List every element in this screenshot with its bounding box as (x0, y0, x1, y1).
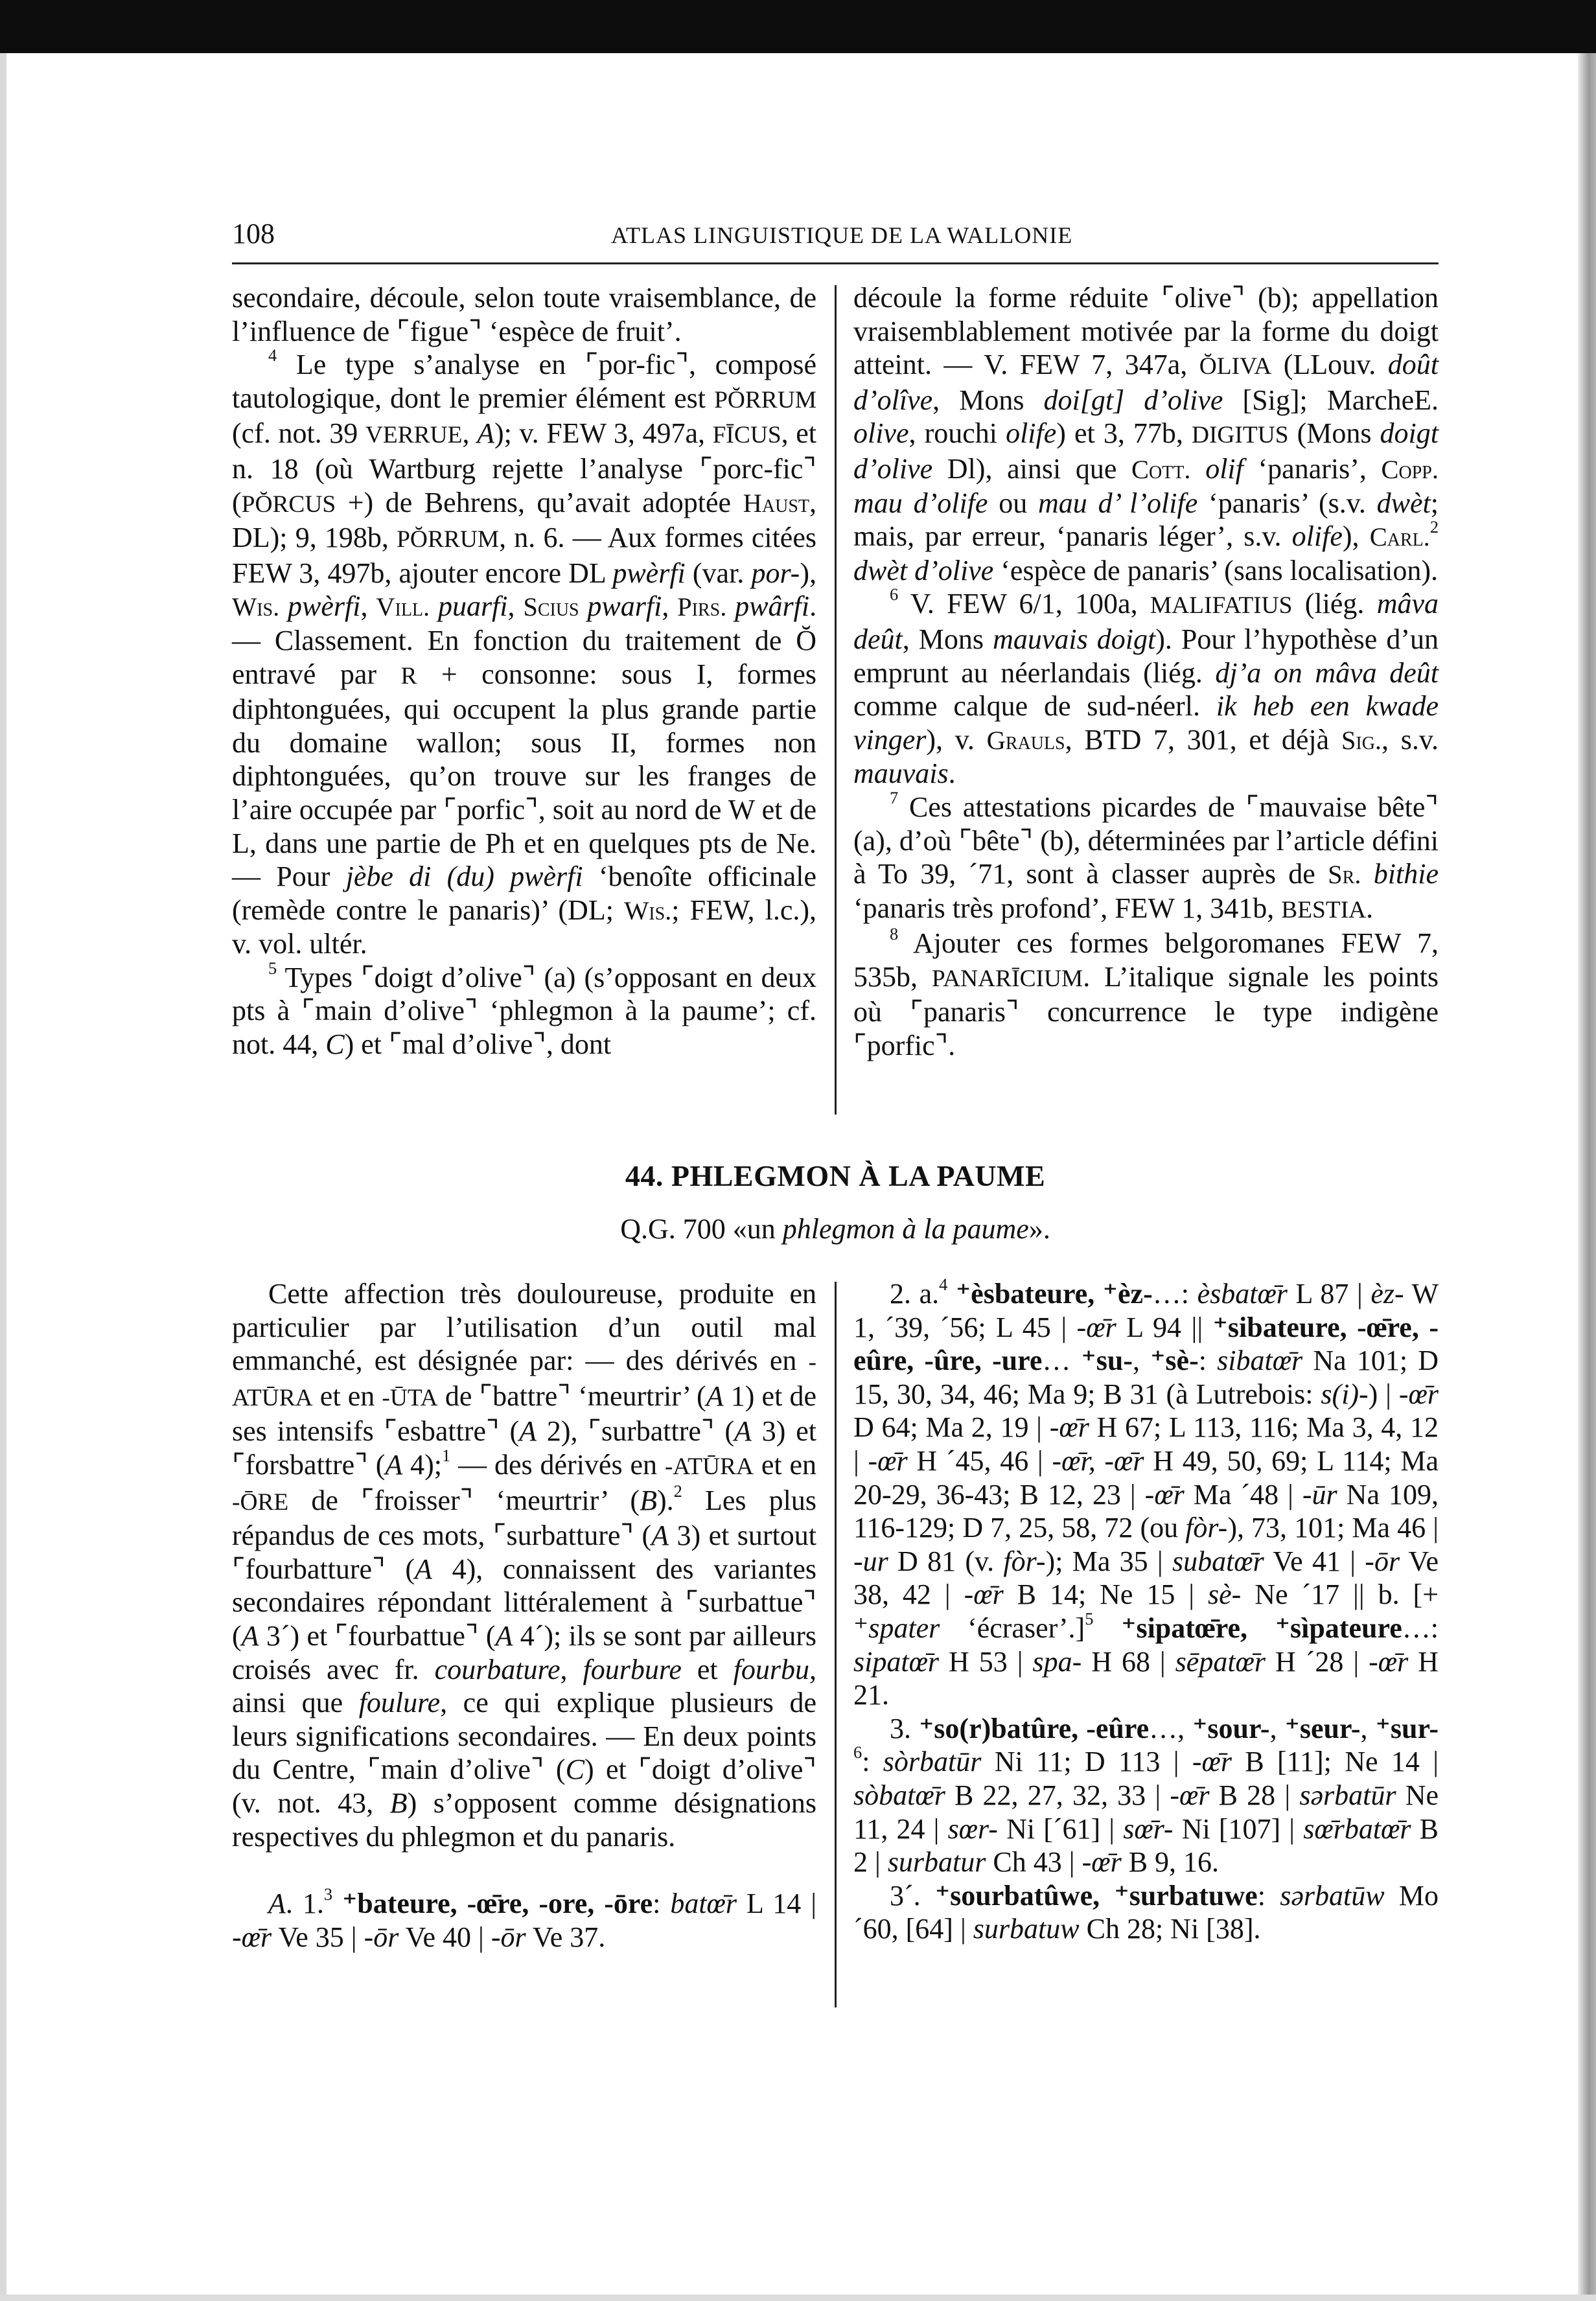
note-continuation: secondaire, découle, selon toute vraisemblance, de l’influence de ⌜figue⌝ ‘espèce de fruit’. (232, 282, 816, 347)
scan-border-top (0, 0, 1596, 53)
section-subtitle: Q.G. 700 «un phlegmon à la paume». (620, 1213, 1050, 1245)
entry-a1: A. 1.$^3$ ⁺bateure, -œ̄re, -ore, -ōre: batœ̄r L 14 | -œ̄r Ve 35 | -ōr Ve 40 | -ōr Ve 37. (232, 1884, 817, 1953)
article-introduction: Cette affection très douloureuse, produite en particulier par l’utilisation d’un outil mal emmanché, est désignée par: — des dérivés en -ATŪRA et en -ŪTA de ⌜battre⌝ ‘meurtrir’ (A 1) et de ses intensifs ⌜esbattre⌝ (A 2), ⌜surbattre⌝ (A 3) et ⌜forsbattre⌝ (A 4);$^1$ — des dérivés en -ATŪRA et en -ŌRE de ⌜froisser⌝ ‘meurtrir’ (B).$^2$ Les plus répandus de ces mots, ⌜surbatture⌝ (A 3) et surtout ⌜fourbatture⌝ (A 4), connaissent des variantes secondaires répondant littéralement à ⌜surbattue⌝ (A 3´) et ⌜fourbattue⌝ (A 4´); ils se sont par ailleurs croisés avec fr. courbature, fourbure et fourbu, ainsi que foulure, ce qui explique plusieurs de leurs significations secondaires. — En deux points du Centre, ⌜main d’olive⌝ (C) et ⌜doigt d’olive⌝ (v. not. 43, B) s’opposent comme désignations respectives du phlegmon et du panaris. (232, 1278, 817, 1853)
entry-a3-prime: 3´. ⁺sourbatûwe, ⁺surbatuwe: sərbatūw Mo ´60, [64] | surbatuw Ch 28; Ni [38]. (853, 1879, 1439, 1945)
notes-left-column (232, 281, 816, 1061)
page-number: 108 (232, 218, 275, 249)
footnote-5-continued: découle la forme réduite ⌜olive⌝ (b); appellation vraisemblablement motivée par la forme du doigt atteint. — V. FEW 7, 347a, ŎLIVA (LLouv. doût d’olîve, Mons doi[gt] d’olive [Sig]; MarcheE. olive, rouchi olife) et 3, 77b, DIGITUS (Mons doigt d’olive Dl), ainsi que Cott. olif ‘panaris’, Copp. mau d’olife ou mau d’ l’olife ‘panaris’ (s.v. dwèt; mais, par erreur, ‘panaris léger’, s.v. olife), Carl.$^2$ dwèt d’olive ‘espèce de panaris’ (sans localisation). (853, 282, 1439, 586)
article-left-column (232, 1277, 816, 1954)
footnote-4: $^4$ Le type s’analyse en ⌜por-fic⌝, composé tautologique, dont le premier élément est PŎRRUM (cf. not. 39 VERRUE, A); v. FEW 3, 497a, FĪCUS, et n. 18 (où Wartburg rejette l’analyse ⌜porc-fic⌝ (PŎRCUS +) de Behrens, qu’avait adoptée Haust, DL); 9, 198b, PŎRRUM, n. 6. — Aux formes citées FEW 3, 497b, ajouter encore DL pwèrfi (var. por-), Wis. pwèrfi, Vill. puarfi, Scius pwarfi, Pirs. pwârfi. — Classement. En fonction du traitement de Ŏ entravé par R + consonne: sous I, formes diphtonguées, qui occupent la plus grande partie du domaine wallon; sous II, formes non diphtonguées, qu’on trouve sur les franges de l’aire occupée par ⌜porfic⌝, soit au nord de W et de L, dans une partie de Ph et en quelques pts de Ne. — Pour jèbe di (du) pwèrfi ‘benoîte officinale (remède contre le panaris)’ (DL; Wis.; FEW, l.c.), v. vol. ultér. (232, 345, 817, 960)
scan-border-left (0, 53, 6, 2301)
entry-a2: 2. a.$^4$ ⁺èsbateure, ⁺èz-…: èsbatœ̄r L 87 | èz- W 1, ´39, ´56; L 45 | -œ̄r L 94 || ⁺sibateure, -œ̄re, -eûre, -ûre, -ure… ⁺su-, ⁺sè-: sibatœ̄r Na 101; D 15, 30, 34, 46; Ma 9; B 31 (à Lutrebois: s(i)-) | -œ̄r D 64; Ma 2, 19 | -œ̄r H 67; L 113, 116; Ma 3, 4, 12 | -œ̄r H ´45, 46 | -œ̄r, -œ̄r H 49, 50, 69; L 114; Ma 20-29, 36-43; B 12, 23 | -œ̄r Ma ´48 | -ūr Na 109, 116-129; D 7, 25, 58, 72 (ou fòr-), 73, 101; Ma 46 | -ur D 81 (v. fòr-); Ma 35 | subatœ̄r Ve 41 | -ōr Ve 38, 42 | -œ̄r B 14; Ne 15 | sè- Ne ´17 || b. [+ ⁺spater ‘écraser’.]$^5$ ⁺sipatœ̄re, ⁺sìpateure…: sipatœ̄r H 53 | spa- H 68 | sēpatœ̄r H ´28 | -œ̄r H 21. (853, 1275, 1439, 1711)
column-rule-top (835, 285, 837, 1115)
footnote-6: $^6$ V. FEW 6/1, 100a, MALIFATIUS (liég. mâva deût, Mons mauvais doigt). Pour l’hypothèse d’un emprunt au néerlandais (liég. dj’a on mâva deût comme calque de sud-néerl. ik heb een kwade vinger), v. Grauls, BTD 7, 301, et déjà Sig., s.v. mauvais. (853, 584, 1439, 790)
running-title: ATLAS LINGUISTIQUE DE LA WALLONIE (611, 222, 1073, 248)
scan-border-bottom (0, 2295, 1596, 2301)
footnote-7: $^7$ Ces attestations picardes de ⌜mauvaise bête⌝ (a), d’où ⌜bête⌝ (b), déterminées par l’article défini à To 39, ´71, sont à classer auprès de Sr. bithie ‘panaris très profond’, FEW 1, 341b, BESTIA. (853, 788, 1439, 924)
header-rule (232, 262, 1439, 264)
column-rule-bottom (835, 1282, 837, 2007)
page-header (232, 216, 1439, 262)
notes-right-column (853, 281, 1439, 1063)
footnote-5: $^5$ Types ⌜doigt d’olive⌝ (a) (s’opposant en deux pts à ⌜main d’olive⌝ ‘phlegmon à la paume’; cf. not. 44, C) et ⌜mal d’olive⌝, dont (232, 958, 816, 1061)
scan-border-right (1578, 53, 1596, 2301)
article-right-column (853, 1277, 1439, 1946)
entry-a3: 3. ⁺so(r)batûre, -eûre…, ⁺sour-, ⁺seur-, ⁺sur-$^6$: sòrbatūr Ni 11; D 113 | -œ̄r B [11]; Ne 14 | sòbatœ̄r B 22, 27, 32, 33 | -œ̄r B 28 | sərbatūr Ne 11, 24 | sœr- Ni [´61] | sœ̄r- Ni [107] | sœ̄rbatœ̄r B 2 | surbatur Ch 43 | -œ̄r B 9, 16. (853, 1712, 1439, 1879)
footnote-8: $^8$ Ajouter ces formes belgoromanes FEW 7, 535b, PANARĪCIUM. L’italique signale les points où ⌜panaris⌝ concurrence le type indigène ⌜porfic⌝. (853, 924, 1439, 1062)
section-title: 44. PHLEGMON À LA PAUME (625, 1159, 1046, 1192)
